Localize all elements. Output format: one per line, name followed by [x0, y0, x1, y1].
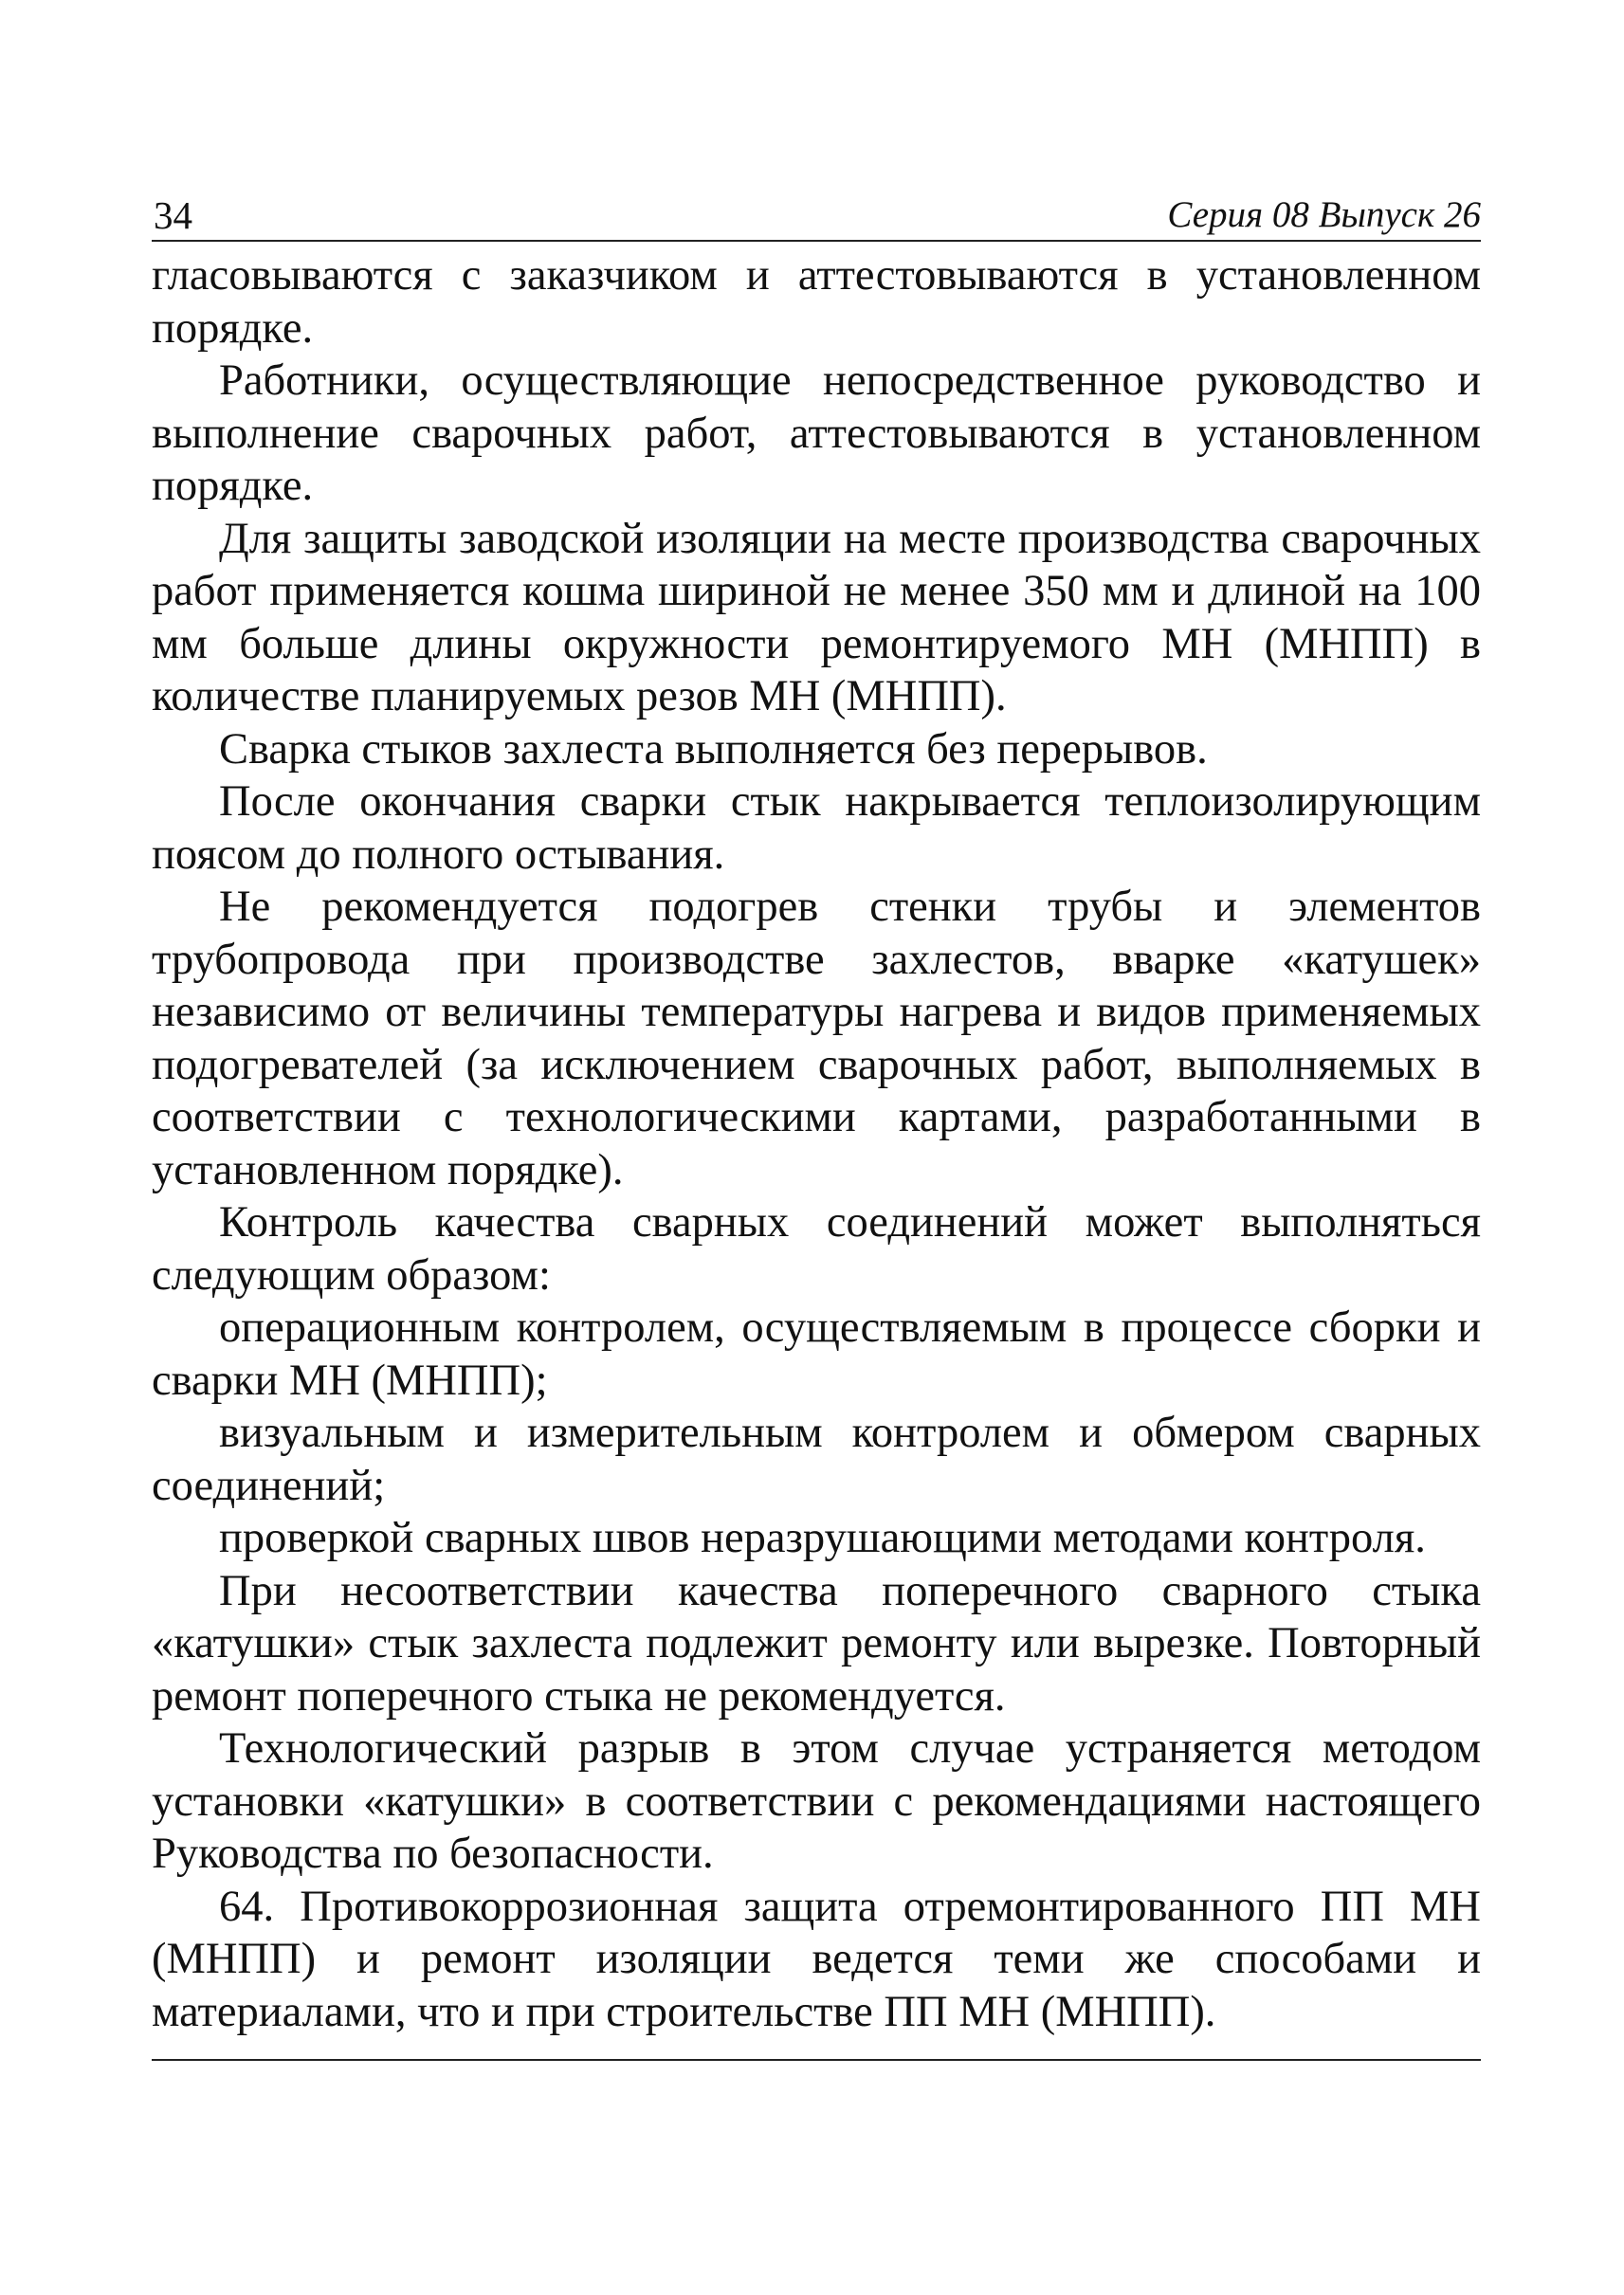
paragraph-insulation-protection: Для защиты заводской изоляции на месте производства сварочных работ применяется кошма шириной не менее 350 мм и длиной на 100 мм больше длины окружности ремонтируемого МН (МНПП) в количестве планируемых резов МН (МНПП). [152, 514, 1481, 720]
paragraph-continuation: гласовываются с заказчиком и аттестовываются в установленном порядке. [152, 251, 1481, 353]
footer-rule [152, 2059, 1481, 2061]
page-header [152, 185, 1481, 242]
page-number: 34 [154, 193, 192, 237]
list-item-operational-control: операционным контролем, осуществляемым в процессе сборки и сварки МН (МНПП); [152, 1303, 1481, 1405]
document-page [152, 185, 1481, 2061]
paragraph-cooling-belt: После окончания сварки стык накрывается теплоизолирующим поясом до полного остывания. [152, 777, 1481, 879]
running-title: Серия 08 Выпуск 26 [1167, 194, 1481, 235]
body-text [152, 249, 1481, 2038]
paragraph-item-64: 64. Противокоррозионная защита отремонтированного ПП МН (МНПП) и ремонт изоляции ведется теми же способами и материалами, что и при строительстве ПП МН (МНПП). [152, 1882, 1481, 2036]
paragraph-quality-control-intro: Контроль качества сварных соединений может выполняться следующим образом: [152, 1198, 1481, 1300]
paragraph-welding-without-breaks: Сварка стыков захлеста выполняется без перерывов. [219, 724, 1208, 774]
paragraph-technological-gap: Технологический разрыв в этом случае устраняется методом установки «катушки» в соответствии с рекомендациями настоящего Руководства по безопасности. [152, 1724, 1481, 1878]
paragraph-welders-certification: Работники, осуществляющие непосредственное руководство и выполнение сварочных работ, аттестовываются в установленном порядке. [152, 356, 1481, 510]
list-item-ndt-control: проверкой сварных швов неразрушающими методами контроля. [219, 1514, 1426, 1562]
list-item-visual-control: визуальным и измерительным контролем и обмером сварных соединений; [152, 1409, 1481, 1510]
paragraph-nonconformity: При несоответствии качества поперечного сварного стыка «катушки» стык захлеста подлежит ремонту или вырезке. Повторный ремонт поперечного стыка не рекомендуется. [152, 1566, 1481, 1721]
paragraph-preheating: Не рекомендуется подогрев стенки трубы и элементов трубопровода при производстве захлестов, вварке «катушек» независимо от величины температуры нагрева и видов применяемых подогревателей (за исключением сварочных работ, выполняемых в соответствии с технологическими картами, разработанными в установленном порядке). [152, 883, 1481, 1194]
